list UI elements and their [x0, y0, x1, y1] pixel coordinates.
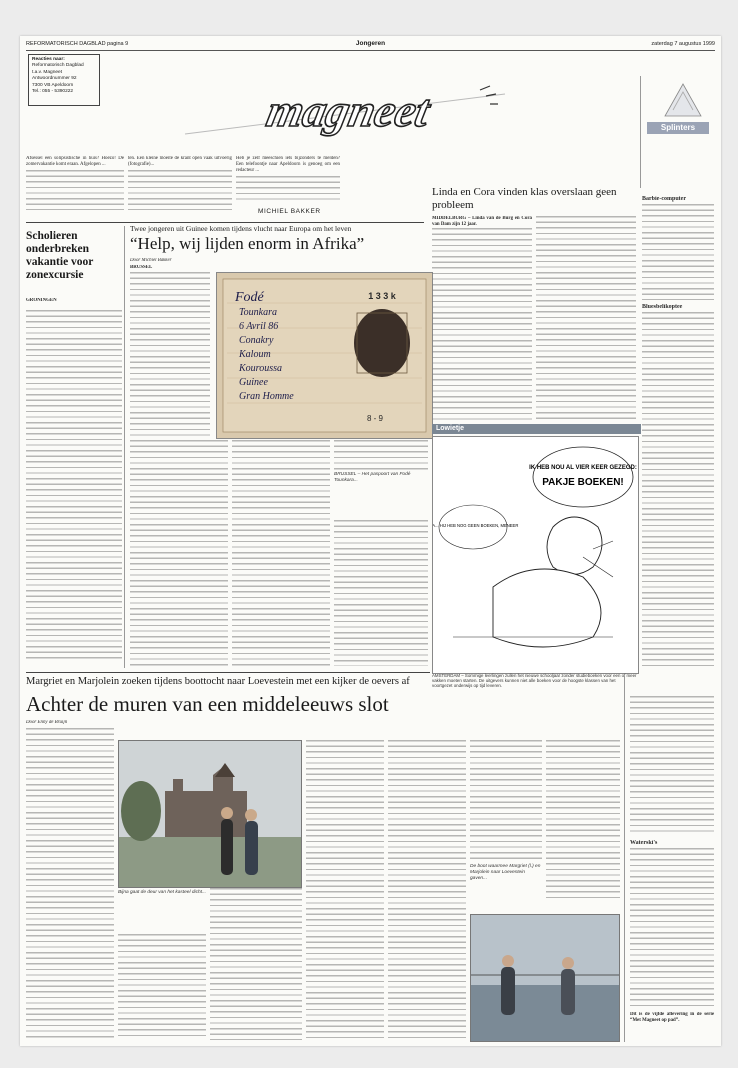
boat-photo [470, 914, 620, 1042]
passport-stamp: 8 - 9 [367, 414, 384, 423]
magneet-masthead [180, 84, 510, 144]
linda-dateline: MIDDELBURG – Linda van de Burg en Cora van Dam zijn 12 jaar. [432, 216, 532, 226]
cartoon-drawing [433, 437, 638, 673]
reply-address-box [28, 54, 100, 106]
runhead-date: zaterdag 7 augustus 1999 [651, 41, 715, 47]
splinters-tag: Splinters [647, 122, 709, 134]
scholieren-body [26, 310, 122, 662]
divider [26, 672, 430, 673]
barbie-title: Barbie-computer [642, 196, 686, 202]
passport-line: Kaloum [239, 349, 271, 360]
barbie-body [642, 204, 714, 300]
passport-photo [216, 272, 433, 439]
intro-text: Heb je zelf meeschien iets bijzonders te melden? Een telefoontje naar Apeldoorn is genoeg om een redacteur ... [236, 156, 340, 173]
column-rule [624, 676, 625, 1042]
loevestein-col-4 [306, 740, 384, 1040]
loevestein-col-6 [470, 740, 542, 860]
guinee-byline: Door Michiel Bakker [130, 258, 172, 263]
loevestein-col-2 [118, 934, 206, 1040]
linda-col-1 [432, 228, 532, 420]
passport-number: 1 3 3 k [368, 291, 396, 301]
column-rule [124, 226, 125, 668]
intro-col-2 [128, 156, 232, 214]
castle-caption: Bijna gaat de deur van het kasteel dicht... [118, 890, 206, 895]
passport-line: Kouroussa [239, 363, 282, 374]
waterski-title: Waterski's [630, 840, 658, 846]
lowietje-tag: Lowietje [432, 424, 641, 434]
address-line: Antwoordnummer 92 [32, 76, 77, 82]
passport-line: Gran Homme [239, 391, 294, 402]
guinee-headline: “Help, wij lijden enorm in Afrika” [130, 234, 365, 253]
running-head [26, 40, 715, 51]
loevestein-byline: Door Enny de Bruijn [26, 720, 68, 725]
runhead-section: Jongeren [355, 40, 386, 47]
loevestein-col-5 [388, 740, 466, 1040]
splinters-sidebar [640, 76, 713, 188]
cartoon-speech-1: IK HEB NOU AL VIER KEER GEZEGD: [529, 465, 637, 471]
guinee-body-col-2 [232, 440, 330, 666]
address-line: 7300 VB Apeldoorn [32, 82, 74, 88]
divider [26, 222, 424, 223]
intro-col-1 [26, 156, 124, 214]
passport-line: 6 Avril 86 [239, 321, 279, 332]
guinee-intro-lines [130, 272, 210, 436]
guinee-body-col-3a [334, 440, 428, 470]
passport-line: Guinee [239, 377, 268, 388]
loevestein-col-7 [546, 740, 620, 900]
linda-headline: Linda en Cora vinden klas overslaan geen probleem [432, 186, 617, 211]
castle-photo [118, 740, 302, 888]
intro-signature: MICHIEL BAKKER [258, 208, 321, 215]
blues-title: Bluesbelikoptee [642, 304, 683, 310]
cartoon-speech-3: TJA... HIJ HEB NOG GEEN BOEKEN, MENEER [433, 523, 519, 528]
passport-line: Tounkara [239, 307, 277, 318]
address-line: Tel.: 055 - 5390222 [32, 89, 74, 95]
loevestein-col-1 [26, 728, 114, 1040]
loevestein-col-3 [210, 888, 302, 1040]
loevestein-headline: Achter de muren van een middeleeuws slot [26, 692, 389, 716]
intro-text: Afsessel een solipsistische in huis? Hoezo! De zomervakantie komt eraan. Afgelopen ... [26, 156, 124, 167]
scholieren-dateline: GRONINGEN [26, 298, 57, 303]
passport-graphic [217, 273, 432, 438]
runhead-paper: REFORMATORISCH DAGBLAD pagina 9 [26, 41, 129, 47]
sidebar-bottom-1 [630, 696, 714, 836]
intro-col-3 [236, 156, 340, 204]
cartoon-caption: AMSTERDAM – Sommige leerlingen zullen het nieuwe schooljaar zonder studieboeken voor een of meer vakken moeten starten. De uitgevers kunnen niet alle boeken voor de hoogste klassen van het voortgezet onderwijs op tijd leveren. [432, 673, 637, 689]
guinee-kicker: Twee jongeren uit Guinee komen tijdens vlucht naar Europa om het leven [130, 224, 352, 233]
lowietje-cartoon [432, 436, 639, 674]
loevestein-kicker: Margriet en Marjolein zoeken tijdens boottocht naar Loevestein met een kijker de oevers af [26, 676, 410, 687]
address-line: t.a.v. Magneet [32, 69, 63, 75]
boat-caption: De boot waarmee Margriet (l.) en Marjolein naar Loevestein gaven... [470, 864, 541, 881]
guinee-dateline: BRUSSEL [130, 265, 153, 270]
splinter-graphic [661, 80, 705, 120]
guinee-body-col-3b [334, 520, 428, 666]
boat-graphic [471, 915, 619, 1041]
newspaper-page [20, 36, 721, 1046]
guinee-body-col-1 [130, 440, 228, 666]
castle-graphic [119, 741, 301, 887]
series-footnote: Dit is de vijfde aflevering in de serie “Met Magneet op pad”. [630, 1012, 714, 1023]
blues-body [642, 312, 714, 668]
guinee-caption: BRUSSEL – Het paspoort van Fodé Tounkara... [334, 472, 411, 483]
address-line: Reformatorisch Dagblad [32, 63, 84, 69]
passport-line: Conakry [239, 335, 274, 346]
masthead-title: magneet [262, 86, 434, 137]
scholieren-headline: Scholieren onderbreken vakantie voor zonexcursie [26, 230, 94, 281]
linda-col-2 [536, 216, 636, 420]
passport-name: Fodé [235, 290, 264, 305]
intro-text: ten. Een kleine moeite de krant open vaak uitvoerig (fotografie)... [128, 156, 232, 167]
sidebar-bottom-2 [630, 848, 714, 1008]
cartoon-speech-2: PAKJE BOEKEN! [542, 477, 624, 488]
address-line: Reacties naar: [32, 57, 65, 62]
